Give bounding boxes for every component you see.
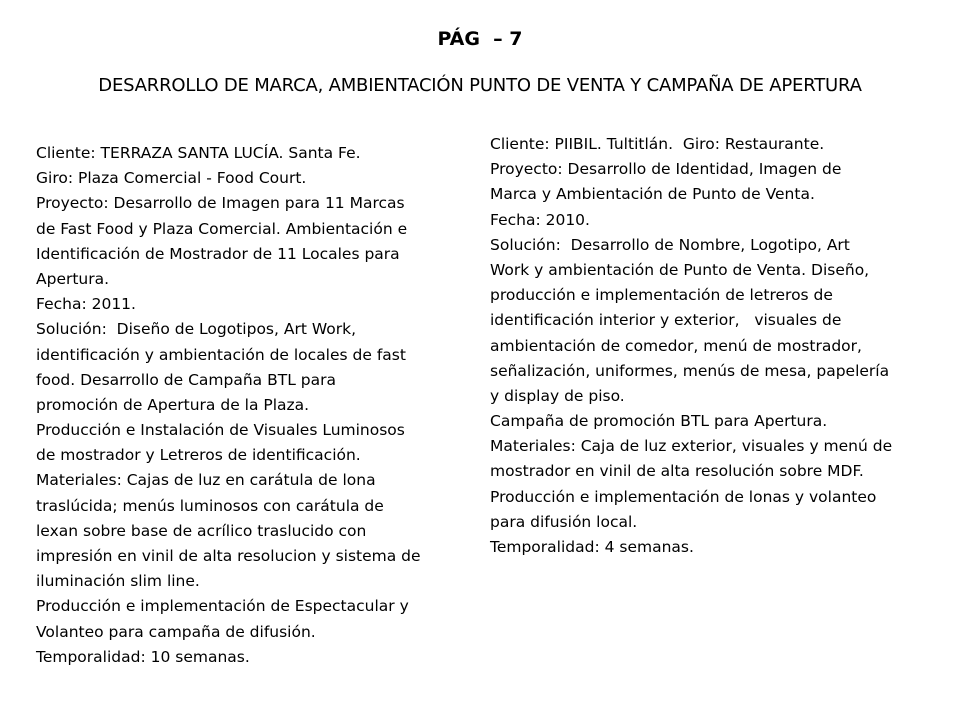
text-line: Fecha: 2011. <box>36 295 136 314</box>
text-line: identificación interior y exterior, visuales de <box>490 311 842 330</box>
text-line: Proyecto: Desarrollo de Imagen para 11 Marcas <box>36 194 405 213</box>
text-line: promoción de Apertura de la Plaza. <box>36 395 310 414</box>
text-line: Volanteo para campaña de difusión. <box>36 622 316 641</box>
text-line: impresión en vinil de alta resolucion y sistema de <box>36 547 421 565</box>
text-line: de mostrador y Letreros de identificación. <box>36 446 361 465</box>
text-line: y display de piso. <box>490 386 625 405</box>
text-line: Producción e implementación de lonas y volanteo <box>490 487 877 506</box>
text-line: Cliente: PIIBIL. Tultitlán. Giro: Restaurante. <box>490 135 825 153</box>
text-line: Fecha: 2010. <box>490 210 590 229</box>
text-line: mostrador en vinil de alta resolución sobre MDF. <box>490 462 864 481</box>
text-line: traslúcida; menús luminosos con carátula de <box>36 496 384 515</box>
text-line: identificación y ambientación de locales de fast <box>36 345 406 364</box>
text-line: Solución: Desarrollo de Nombre, Logotipo, Art <box>490 235 850 254</box>
text-line: Identificación de Mostrador de 11 Locales para <box>36 244 400 263</box>
text-line: Marca y Ambientación de Punto de Venta. <box>490 185 815 204</box>
text-line: para difusión local. <box>490 512 638 531</box>
project-terraza-santa-lucia <box>36 141 466 670</box>
text-line: Producción e Instalación de Visuales Luminosos <box>36 421 405 440</box>
text-line: Cliente: TERRAZA SANTA LUCÍA. Santa Fe. <box>36 144 361 162</box>
page-number: PÁG – 7 <box>437 28 523 50</box>
text-line: señalización, uniformes, menús de mesa, papelería <box>490 361 890 380</box>
text-line: Work y ambientación de Punto de Venta. Diseño, <box>490 260 870 279</box>
text-line: lexan sobre base de acrílico traslucido con <box>36 521 367 540</box>
text-line: Solución: Diseño de Logotipos, Art Work, <box>36 320 357 339</box>
text-line: producción e implementación de letreros de <box>490 286 833 305</box>
text-line: ambientación de comedor, menú de mostrador, <box>490 336 862 355</box>
text-line: Apertura. <box>36 269 110 288</box>
text-line: Campaña de promoción BTL para Apertura. <box>490 412 828 431</box>
text-line: iluminación slim line. <box>36 572 200 591</box>
text-line: Giro: Plaza Comercial - Food Court. <box>36 169 307 188</box>
text-line: de Fast Food y Plaza Comercial. Ambientación e <box>36 219 408 238</box>
text-line: Producción e implementación de Espectacular y <box>36 597 409 616</box>
page-title: DESARROLLO DE MARCA, AMBIENTACIÓN PUNTO DE VENTA Y CAMPAÑA DE APERTURA <box>98 75 862 96</box>
text-line: Materiales: Caja de luz exterior, visuales y menú de <box>490 437 893 456</box>
text-line: Temporalidad: 4 semanas. <box>490 538 694 556</box>
project-piibil <box>490 132 920 560</box>
text-line: Proyecto: Desarrollo de Identidad, Imagen de <box>490 160 842 179</box>
text-line: Materiales: Cajas de luz en carátula de lona <box>36 471 376 490</box>
text-line: food. Desarrollo de Campaña BTL para <box>36 370 336 389</box>
text-line: Temporalidad: 10 semanas. <box>36 647 250 666</box>
